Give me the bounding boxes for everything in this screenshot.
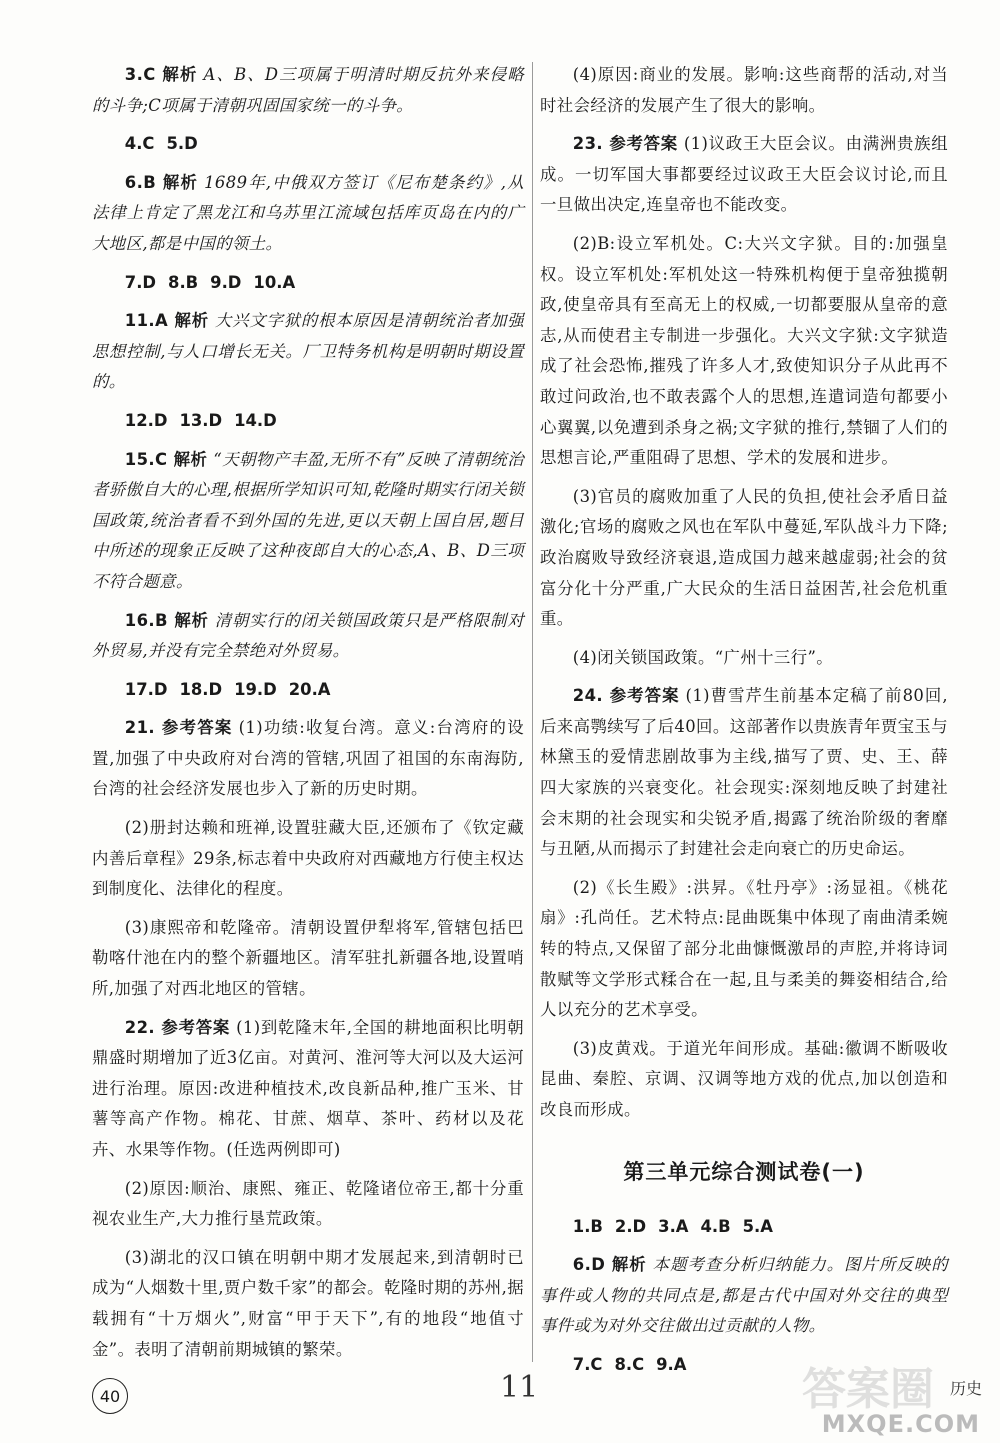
answer-text: (4)闭关锁国政策。“广州十三行”。 — [572, 647, 834, 667]
answer-part — [92, 1243, 524, 1365]
right-column — [540, 60, 948, 1389]
answer-part — [92, 913, 524, 1005]
answer-label: 参考答案 — [161, 718, 233, 738]
answer-text: (1)曹雪芹生前基本定稿了前80回,后来高鹗续写了后40回。这部著作以贵族青年贾宝玉与林黛玉的爱情悲剧故事为主线,描写了贾、史、王、薛四大家族的兴衰变化。社会现实:深刻地反映了封建社会末期的社会现实和尖锐矛盾,揭露了统治阶级的奢靡与丑陋,从而揭示了封建社会走向衰亡的历史命运。 — [540, 686, 948, 859]
answer-choice: 8.C — [614, 1354, 645, 1374]
answer-group — [92, 268, 524, 299]
answer-choice: 4.C — [124, 134, 155, 154]
answer-group — [92, 406, 524, 437]
answer-part — [540, 60, 948, 121]
answer-choice: 9.A — [656, 1354, 687, 1374]
question-number: 15.C — [124, 449, 168, 469]
answer-text: (3)官员的腐败加重了人民的负担,使社会矛盾日益激化;官场的腐败之风也在军队中蔓延,军队战斗力下降;政治腐败导致经济衰退,造成国力越来越虚弱;社会的贫富分化十分严重,广大民众的生活日益困苦,社会危机重重。 — [540, 486, 948, 629]
answer-group — [92, 129, 524, 160]
answer-label: 解析 — [161, 65, 198, 84]
answer-label: 参考答案 — [161, 1017, 231, 1037]
answer-text: (3)皮黄戏。于道光年间形成。基础:徽调不断吸收昆曲、秦腔、京调、汉调等地方戏的优点,加以创造和改良而形成。 — [540, 1038, 948, 1119]
answer-text: 清朝实行的闭关锁国政策只是严格限制对外贸易,并没有完全禁绝对外贸易。 — [92, 610, 524, 661]
answer-choice: 9.D — [210, 272, 242, 292]
answer-choice: 12.D — [124, 410, 168, 430]
answer-text: (4)原因:商业的发展。影响:这些商帮的活动,对当时社会经济的发展产生了很大的影响。 — [540, 65, 948, 115]
answer-label: 解析 — [174, 311, 209, 331]
answer-text: (2)册封达赖和班禅,设置驻藏大臣,还颁布了《钦定藏内善后章程》29条,标志着中央政府对西藏地方行使主权达到制度化、法律化的程度。 — [92, 818, 524, 899]
answer-choice: 4.B — [700, 1216, 731, 1236]
question-number: 23. — [572, 134, 604, 154]
question-number: 22. — [124, 1017, 156, 1037]
answer-choice: 8.B — [168, 272, 199, 292]
answer-choice: 5.A — [742, 1216, 773, 1236]
question-number: 11.A — [124, 311, 169, 331]
answer-choice: 20.A — [288, 679, 331, 699]
answer-part — [92, 1174, 524, 1235]
question-answer — [92, 168, 524, 260]
svg-text:答案圈: 答案圈 — [802, 1364, 934, 1415]
answer-text: (2)B:设立军机处。C:大兴文字狱。目的:加强皇权。设立军机处:军机处这一特殊机构便于皇帝独揽朝政,使皇帝具有至高无上的权威,一切都要服从皇帝的意志,从而使君主专制进一步强化。大兴文字狱:文字狱造成了社会恐怖,摧残了许多人才,致使知识分子从此再不敢过问政治,也不敢表露个人的思想,连遣词造句都要小心翼翼,以免遭到杀身之祸;文字狱的推行,禁锢了人们的思想言论,严重阻碍了思想、学术的发展和进步。 — [540, 233, 948, 468]
question-answer — [92, 445, 524, 598]
answer-text: (1)到乾隆末年,全国的耕地面积比明朝鼎盛时期增加了近3亿亩。对黄河、淮河等大河以及大运河进行治理。原因:改进种植技术,改良新品种,推广玉米、甘薯等高产作物。棉花、甘蔗、烟草、茶叶、药材以及花卉、水果等作物。(任选两例即可) — [92, 1017, 524, 1159]
question-number: 16.B — [124, 610, 168, 630]
subject-tag: 历史 — [949, 1379, 982, 1398]
answer-label: 参考答案 — [609, 686, 680, 706]
watermark-text: MXQE.COM — [821, 1410, 980, 1438]
answer-choice: 19.D — [234, 679, 277, 699]
answer-part — [540, 229, 948, 474]
answer-text: (1)功绩:收复台湾。意义:台湾府的设置,加强了中央政府对台湾的管辖,巩固了祖国的东南海防,台湾的社会经济发展也步入了新的历史时期。 — [92, 718, 524, 799]
question-number: 6.B — [124, 172, 157, 192]
page-number: 40 — [92, 1378, 128, 1414]
answer-part — [540, 643, 948, 674]
answer-choice: 5.D — [166, 134, 198, 154]
answer-choice: 3.A — [658, 1216, 689, 1236]
question-number: 3.C — [124, 65, 156, 84]
answer-part — [92, 813, 524, 905]
answer-part — [540, 873, 948, 1026]
question-number: 24. — [572, 686, 604, 706]
question-answer — [92, 606, 524, 667]
answer-label: 参考答案 — [609, 134, 678, 154]
answer-text: “天朝物产丰盈,无所不有”反映了清朝统治者骄傲自大的心理,根据所学知识可知,乾隆时期实行闭关锁国政策,统治者看不到外国的先进,更以天朝上国自居,题目中所述的现象正反映了这种夜郎自大的心态,A、B、D三项不符合题意。 — [92, 449, 524, 591]
answer-label: 解析 — [162, 172, 199, 192]
question-answer — [540, 1250, 948, 1342]
question-answer — [540, 129, 948, 221]
answer-group — [92, 675, 524, 706]
question-number: 6.D — [572, 1255, 606, 1275]
left-column — [92, 60, 524, 1373]
answer-text: (1)议政王大臣会议。由满洲贵族组成。一切军国大事都要经过议政王大臣会议讨论,而且一旦做出决定,连皇帝也不能改变。 — [540, 134, 948, 215]
answer-part — [540, 482, 948, 635]
answer-label: 解析 — [173, 449, 208, 469]
question-answer — [540, 681, 948, 865]
answer-text: (3)湖北的汉口镇在明朝中期才发展起来,到清朝时已成为“人烟数十里,贾户数千家”的都会。乾隆时期的苏州,据载拥有“十万烟火”,财富“甲于天下”,有的地段“地值寸金”。表明了清朝前期城镇的繁荣。 — [92, 1247, 524, 1359]
answer-choice: 14.D — [234, 410, 277, 430]
answer-part — [540, 1034, 948, 1126]
section-title: 第三单元综合测试卷(一) — [623, 1159, 865, 1184]
answer-label: 解析 — [611, 1255, 647, 1275]
answer-text: 1689年,中俄双方签订《尼布楚条约》,从法律上肯定了黑龙江和乌苏里江流域包括库页岛在内的广大地区,都是中国的领土。 — [92, 172, 524, 253]
answer-choice: 13.D — [179, 410, 223, 430]
answer-text: (2)原因:顺治、康熙、雍正、乾隆诸位帝王,都十分重视农业生产,大力推行垦荒政策。 — [92, 1178, 524, 1229]
answer-group — [540, 1212, 948, 1243]
answer-choice: 17.D — [124, 679, 168, 699]
answer-text: A、B、D三项属于明清时期反抗外来侵略的斗争;C项属于清朝巩固国家统一的斗争。 — [92, 65, 524, 115]
answer-choice: 10.A — [253, 272, 296, 292]
answer-text: (2)《长生殿》:洪昇。《牡丹亭》:汤显祖。《桃花扇》:孔尚任。艺术特点:昆曲既集中体现了南曲清柔婉转的特点,又保留了部分北曲慷慨激昂的声腔,并将诗词散赋等文学形式糅合在一起,且与柔美的舞姿相结合,给人以充分的艺术享受。 — [540, 877, 948, 1020]
question-number: 21. — [124, 718, 156, 738]
answer-choice: 2.D — [614, 1216, 647, 1236]
question-answer — [92, 306, 524, 398]
answer-text: 大兴文字狱的根本原因是清朝统治者加强思想控制,与人口增长无关。厂卫特务机构是明朝时期设置的。 — [92, 311, 524, 392]
question-answer — [92, 60, 524, 121]
question-answer — [92, 713, 524, 805]
answer-choice: 7.D — [124, 272, 157, 292]
question-answer — [92, 1013, 524, 1166]
answer-text: (3)康熙帝和乾隆帝。清朝设置伊犁将军,管辖包括巴勒喀什池在内的整个新疆地区。清军驻扎新疆各地,设置哨所,加强了对西北地区的管辖。 — [92, 917, 524, 999]
answer-label: 解析 — [173, 610, 209, 630]
answer-choice: 1.B — [572, 1216, 603, 1236]
answer-choice: 7.C — [572, 1354, 603, 1374]
handwritten-mark: 11 — [500, 1370, 539, 1405]
answer-text: 本题考查分析归纳能力。图片所反映的事件或人物的共同点是,都是古代中国对外交往的典型事件或为对外交往做出过贡献的人物。 — [540, 1255, 948, 1336]
answer-choice: 18.D — [179, 679, 223, 699]
column-divider — [532, 62, 533, 1362]
